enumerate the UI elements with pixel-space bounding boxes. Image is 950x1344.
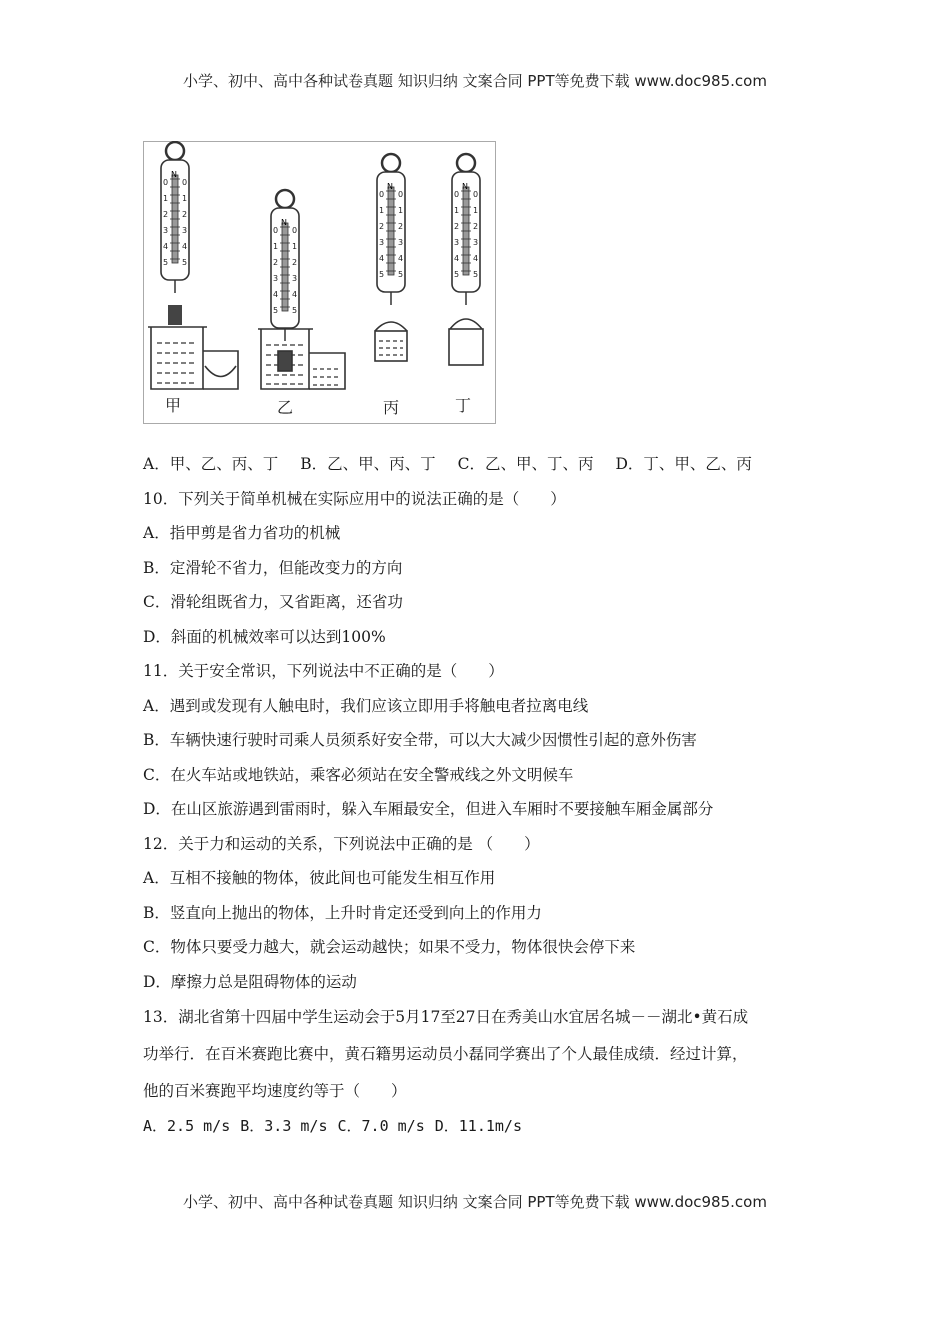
q10-stem: 10．下列关于简单机械在实际应用中的说法正确的是（ ） bbox=[143, 490, 566, 508]
svg-text:4: 4 bbox=[398, 254, 404, 263]
svg-text:N: N bbox=[387, 182, 393, 191]
q13-option-c: C．7.0 m/s bbox=[337, 1117, 425, 1135]
q10-option-d: D．斜面的机械效率可以达到100% bbox=[143, 628, 386, 646]
svg-text:5: 5 bbox=[379, 270, 385, 279]
q12-option-c: C．物体只要受力越大，就会运动越快；如果不受力，物体很快会停下来 bbox=[143, 938, 636, 956]
q12-option-d: D．摩擦力总是阻碍物体的运动 bbox=[143, 973, 357, 991]
svg-text:1: 1 bbox=[379, 206, 385, 215]
svg-text:0: 0 bbox=[292, 226, 298, 235]
svg-text:3: 3 bbox=[398, 238, 404, 247]
svg-text:0: 0 bbox=[273, 226, 279, 235]
svg-text:3: 3 bbox=[292, 274, 298, 283]
svg-text:4: 4 bbox=[379, 254, 385, 263]
svg-text:4: 4 bbox=[473, 254, 479, 263]
q9-option-b: B．乙、甲、丙、丁 bbox=[300, 455, 436, 473]
q13-option-d: D．11.1m/s bbox=[434, 1117, 522, 1135]
scale-bing bbox=[377, 154, 405, 305]
page-footer: 小学、初中、高中各种试卷真题 知识归纳 文案合同 PPT等免费下载 www.doc985.com bbox=[183, 1193, 767, 1211]
svg-text:N: N bbox=[281, 218, 287, 227]
svg-text:4: 4 bbox=[182, 242, 188, 251]
svg-text:3: 3 bbox=[379, 238, 385, 247]
svg-text:0: 0 bbox=[182, 178, 188, 187]
q13-stem-line-3: 他的百米赛跑平均速度约等于（ ） bbox=[143, 1082, 407, 1100]
q9-option-d: D．丁、甲、乙、丙 bbox=[615, 455, 752, 473]
svg-text:3: 3 bbox=[182, 226, 188, 235]
svg-text:1: 1 bbox=[454, 206, 460, 215]
svg-text:3: 3 bbox=[454, 238, 460, 247]
svg-text:5: 5 bbox=[398, 270, 404, 279]
svg-text:4: 4 bbox=[163, 242, 169, 251]
scale-yi bbox=[271, 190, 299, 341]
svg-text:0: 0 bbox=[398, 190, 404, 199]
svg-text:2: 2 bbox=[454, 222, 460, 231]
svg-text:4: 4 bbox=[292, 290, 298, 299]
svg-text:3: 3 bbox=[473, 238, 479, 247]
figure-label-yi: 乙 bbox=[277, 398, 294, 417]
svg-text:2: 2 bbox=[292, 258, 298, 267]
svg-text:0: 0 bbox=[454, 190, 460, 199]
scale-unit: N bbox=[171, 170, 177, 179]
svg-text:2: 2 bbox=[473, 222, 479, 231]
scale-ding bbox=[452, 154, 480, 305]
q9-option-a: A．甲、乙、丙、丁 bbox=[143, 455, 279, 473]
q11-option-d: D．在山区旅游遇到雷雨时，躲入车厢最安全，但进入车厢时不要接触车厢金属部分 bbox=[143, 800, 714, 818]
figure-label-bing: 丙 bbox=[383, 398, 400, 417]
q10-option-b: B．定滑轮不省力，但能改变力的方向 bbox=[143, 559, 403, 577]
spring-scale-figure bbox=[143, 141, 496, 424]
svg-text:2: 2 bbox=[163, 210, 169, 219]
figure-label-jia: 甲 bbox=[165, 396, 182, 415]
q13-stem-line-2: 功举行．在百米赛跑比赛中，黄石籍男运动员小磊同学赛出了个人最佳成绩．经过计算， bbox=[143, 1045, 748, 1063]
q12-option-a: A．互相不接触的物体，彼此间也可能发生相互作用 bbox=[143, 869, 496, 887]
svg-text:1: 1 bbox=[473, 206, 479, 215]
q13-stem-line-1: 13．湖北省第十四届中学生运动会于5月17至27日在秀美山水宜居名城－－湖北•黄石成 bbox=[143, 1008, 749, 1026]
svg-text:0: 0 bbox=[473, 190, 479, 199]
q11-option-b: B．车辆快速行驶时司乘人员须系好安全带，可以大大减少因惯性引起的意外伤害 bbox=[143, 731, 697, 749]
svg-text:4: 4 bbox=[273, 290, 279, 299]
svg-text:3: 3 bbox=[163, 226, 169, 235]
svg-text:4: 4 bbox=[454, 254, 460, 263]
q11-option-a: A．遇到或发现有人触电时，我们应该立即用手将触电者拉离电线 bbox=[143, 697, 589, 715]
q9-options bbox=[143, 453, 774, 475]
svg-text:2: 2 bbox=[273, 258, 279, 267]
q10-option-a: A．指甲剪是省力省功的机械 bbox=[143, 524, 341, 542]
q9-option-c: C．乙、甲、丁、丙 bbox=[457, 455, 594, 473]
q11-option-c: C．在火车站或地铁站，乘客必须站在安全警戒线之外文明候车 bbox=[143, 766, 574, 784]
svg-text:1: 1 bbox=[273, 242, 279, 251]
svg-text:1: 1 bbox=[292, 242, 298, 251]
svg-text:5: 5 bbox=[163, 258, 169, 267]
svg-text:0: 0 bbox=[163, 178, 169, 187]
svg-text:1: 1 bbox=[163, 194, 169, 203]
q13-option-b: B．3.3 m/s bbox=[240, 1117, 328, 1135]
page-header: 小学、初中、高中各种试卷真题 知识归纳 文案合同 PPT等免费下载 www.doc985.com bbox=[183, 72, 767, 90]
q10-option-c: C．滑轮组既省力，又省距离，还省功 bbox=[143, 593, 403, 611]
svg-text:1: 1 bbox=[182, 194, 188, 203]
q13-option-a: A．2.5 m/s bbox=[143, 1117, 231, 1135]
q12-stem: 12．关于力和运动的关系，下列说法中正确的是 （ ） bbox=[143, 835, 540, 853]
svg-text:5: 5 bbox=[182, 258, 188, 267]
svg-text:N: N bbox=[462, 182, 468, 191]
q12-option-b: B．竖直向上抛出的物体，上升时肯定还受到向上的作用力 bbox=[143, 904, 542, 922]
svg-text:5: 5 bbox=[454, 270, 460, 279]
svg-text:5: 5 bbox=[273, 306, 279, 315]
svg-text:2: 2 bbox=[398, 222, 404, 231]
svg-text:2: 2 bbox=[182, 210, 188, 219]
svg-text:0: 0 bbox=[379, 190, 385, 199]
svg-text:2: 2 bbox=[379, 222, 385, 231]
svg-text:1: 1 bbox=[398, 206, 404, 215]
figure-label-ding: 丁 bbox=[455, 396, 472, 415]
q11-stem: 11．关于安全常识，下列说法中不正确的是（ ） bbox=[143, 662, 504, 680]
svg-text:5: 5 bbox=[292, 306, 298, 315]
q13-options bbox=[143, 1115, 532, 1137]
svg-text:3: 3 bbox=[273, 274, 279, 283]
svg-text:5: 5 bbox=[473, 270, 479, 279]
